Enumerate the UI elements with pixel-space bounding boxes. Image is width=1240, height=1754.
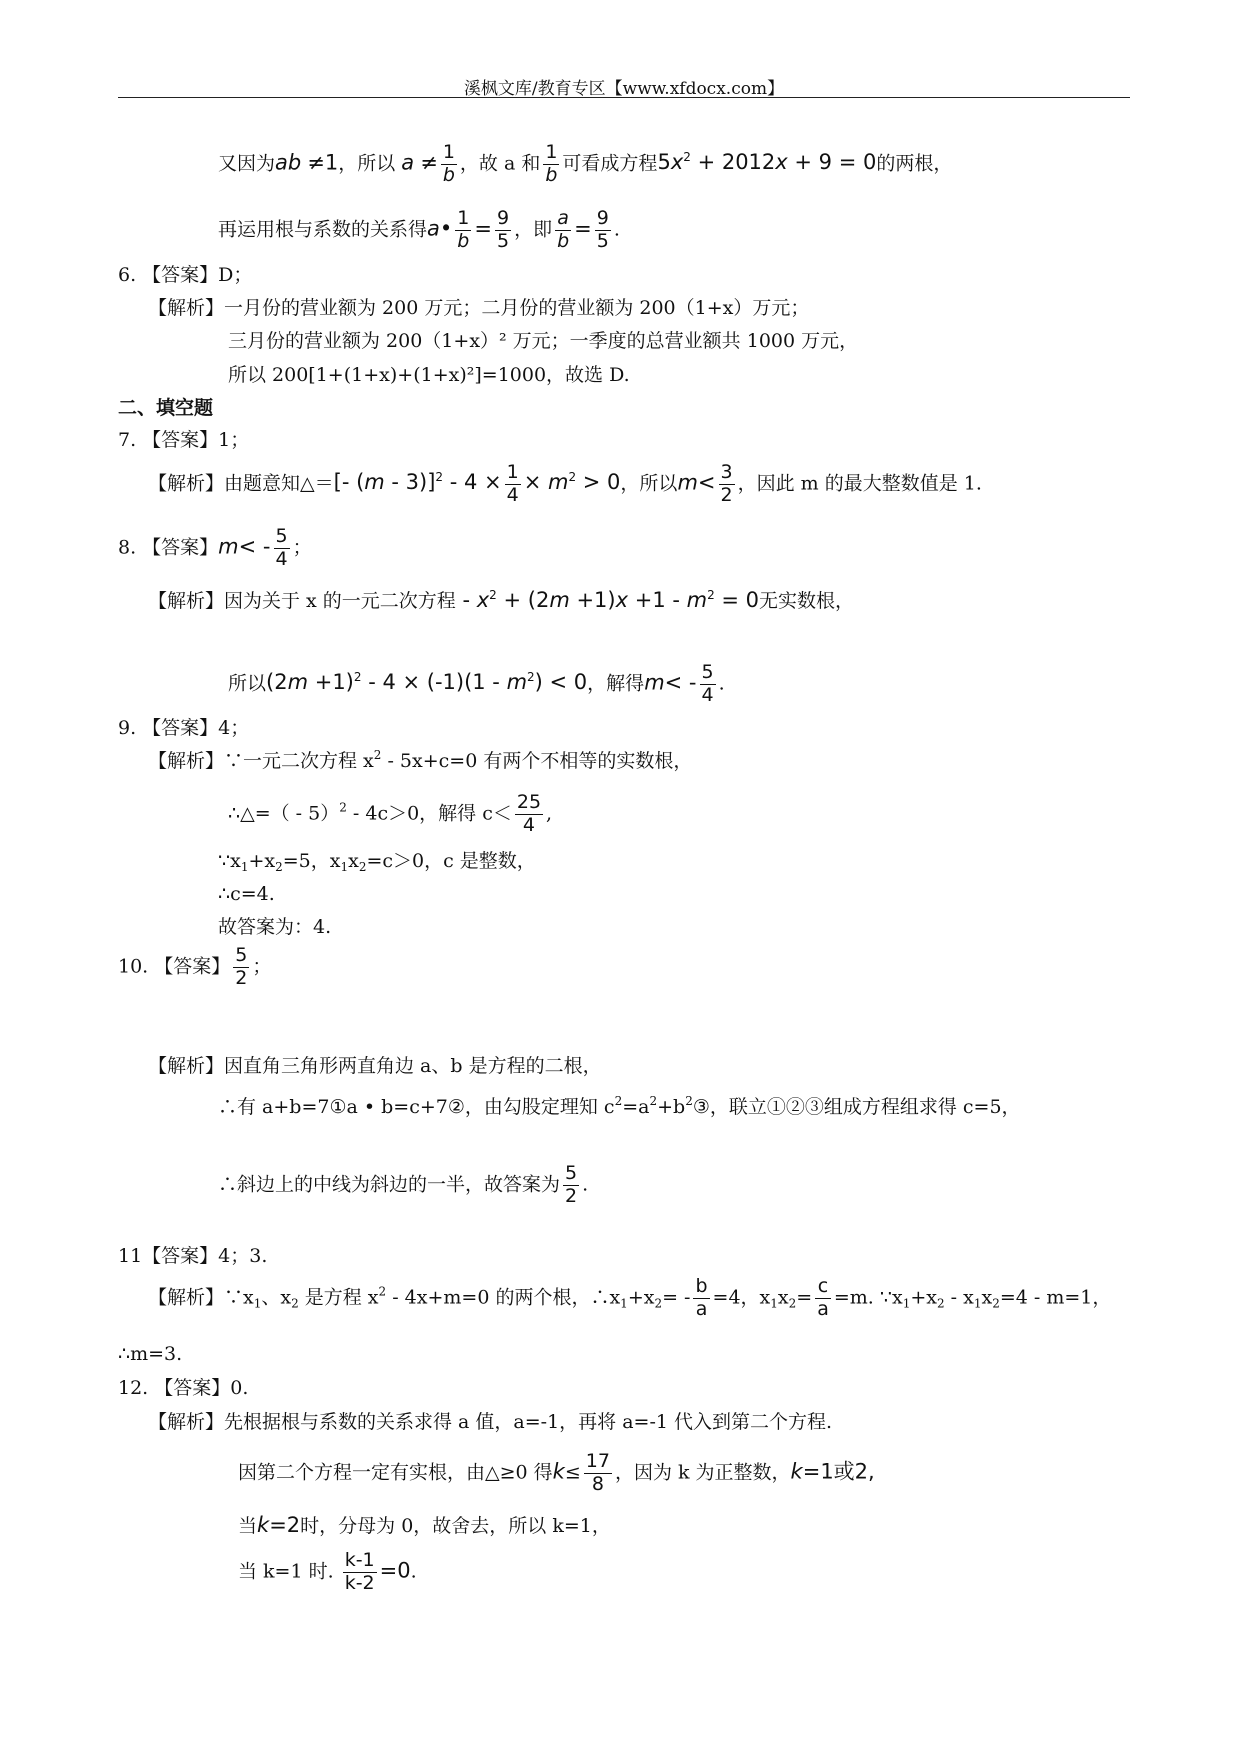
answer-6: 6. 【答案】D； — [118, 264, 253, 286]
analysis-11-line-2: ∴m=3. — [118, 1343, 183, 1365]
analysis-12-line-2: 因第二个方程一定有实根，由△≥0 得k≤ $\frac{17}{8}$ ，因为 k 为正整数，k=1或2, — [238, 1450, 875, 1495]
analysis-8-line-1: 【解析】因为关于 x 的一元二次方程 - $x^2 + (2m +1)x +1 - m^2 = 0$无实数根， — [148, 588, 855, 612]
answer-11: 11【答案】4；3. — [118, 1245, 268, 1267]
analysis-9-line-2: ∴△=（ - 5）$^2$ - 4c＞0，解得 c＜ $\frac{25}{4}$ , — [228, 791, 553, 836]
analysis-6-line-1: 【解析】一月份的营业额为 200 万元；二月份的营业额为 200（1+x）万元； — [148, 297, 810, 319]
analysis-9-line-4: ∴c=4. — [218, 883, 275, 905]
analysis-9-line-5: 故答案为：4. — [218, 916, 332, 938]
analysis-7: 【解析】由题意知△＝[- (m - 3)]$^2$ - 4 × $\frac{1}{4}$ × $m^2 > 0$，所以m< $\frac{3}{2}$ ，因此 m 的最大整数值是 1. — [148, 461, 982, 506]
header-divider — [118, 97, 1130, 98]
analysis-6-line-2: 三月份的营业额为 200（1+x）² 万元；一季度的总营业额共 1000 万元， — [228, 330, 859, 352]
analysis-12-line-4: 当 k=1 时. $\frac{k-1}{k-2}$ =0. — [238, 1549, 417, 1594]
analysis-9-line-3: $\because x_1+x_2=5$，$x_1x_2=c>0$，c 是整数， — [218, 850, 536, 874]
analysis-6-line-3: 所以 200[1+(1+x)+(1+x)²]=1000，故选 D. — [228, 364, 630, 386]
analysis-11-line-1: 【解析】$\because x_1$、$x_2$ 是方程 $x^2 - 4x+m=0$ 的两个根，$\therefore x_1+x_2=$ - $\frac{b}{a}$ =4，$x_1x_2=$ $\frac{c}{a}$ =m. $\because x_1+x_2 - x_1x_2=4 - m=1$， — [148, 1275, 1112, 1320]
analysis-9-line-1: 【解析】∵一元二次方程 $x^2 - 5x+c=0$ 有两个不相等的实数根， — [148, 748, 693, 772]
answer-8: 8. 【答案】m< - $\frac{5}{4}$ ； — [118, 525, 312, 570]
analysis-8-line-2: 所以$(2m +1)^2 - 4 \times (-1)(1 - m^2) < 0$，解得m< - $\frac{5}{4}$ . — [228, 661, 725, 706]
analysis-10-line-2: ∴有 a+b=7①a • b=c+7②，由勾股定理知 $c^2=a^2+b^2③$，联立①②③组成方程组求得 c=5， — [218, 1094, 1021, 1118]
line-2: 再运用根与系数的关系得a• $\frac{1}{b}$ = $\frac{9}{5}$ ，即 $\frac{a}{b}$ = $\frac{9}{5}$ . — [218, 207, 620, 252]
answer-10: 10. 【答案】 $\frac{5}{2}$ ； — [118, 944, 272, 989]
analysis-10-line-3: ∴斜边上的中线为斜边的一半，故答案为 $\frac{5}{2}$ . — [218, 1162, 589, 1207]
line-1: 又因为ab ≠1，所以 a ≠ $\frac{1}{b}$ ，故 a 和 $\frac{1}{b}$ 可看成方程$5x^2 + 2012x + 9 = 0$的两根， — [218, 141, 953, 186]
section-heading-fill-in: 二、填空题 — [118, 397, 214, 419]
answer-9: 9. 【答案】4； — [118, 717, 250, 739]
answer-7: 7. 【答案】1； — [118, 429, 250, 451]
analysis-12-line-3: 当k=2时，分母为 0，故舍去，所以 k=1， — [238, 1513, 611, 1537]
answer-12: 12. 【答案】0. — [118, 1377, 249, 1399]
analysis-12-line-1: 【解析】先根据根与系数的关系求得 a 值，a=-1，再将 a=-1 代入到第二个方程. — [148, 1411, 833, 1433]
analysis-10-line-1: 【解析】因直角三角形两直角边 a、b 是方程的二根， — [148, 1055, 602, 1077]
page-header: 溪枫文库/教育专区【www.xfdocx.com】 — [463, 79, 785, 99]
